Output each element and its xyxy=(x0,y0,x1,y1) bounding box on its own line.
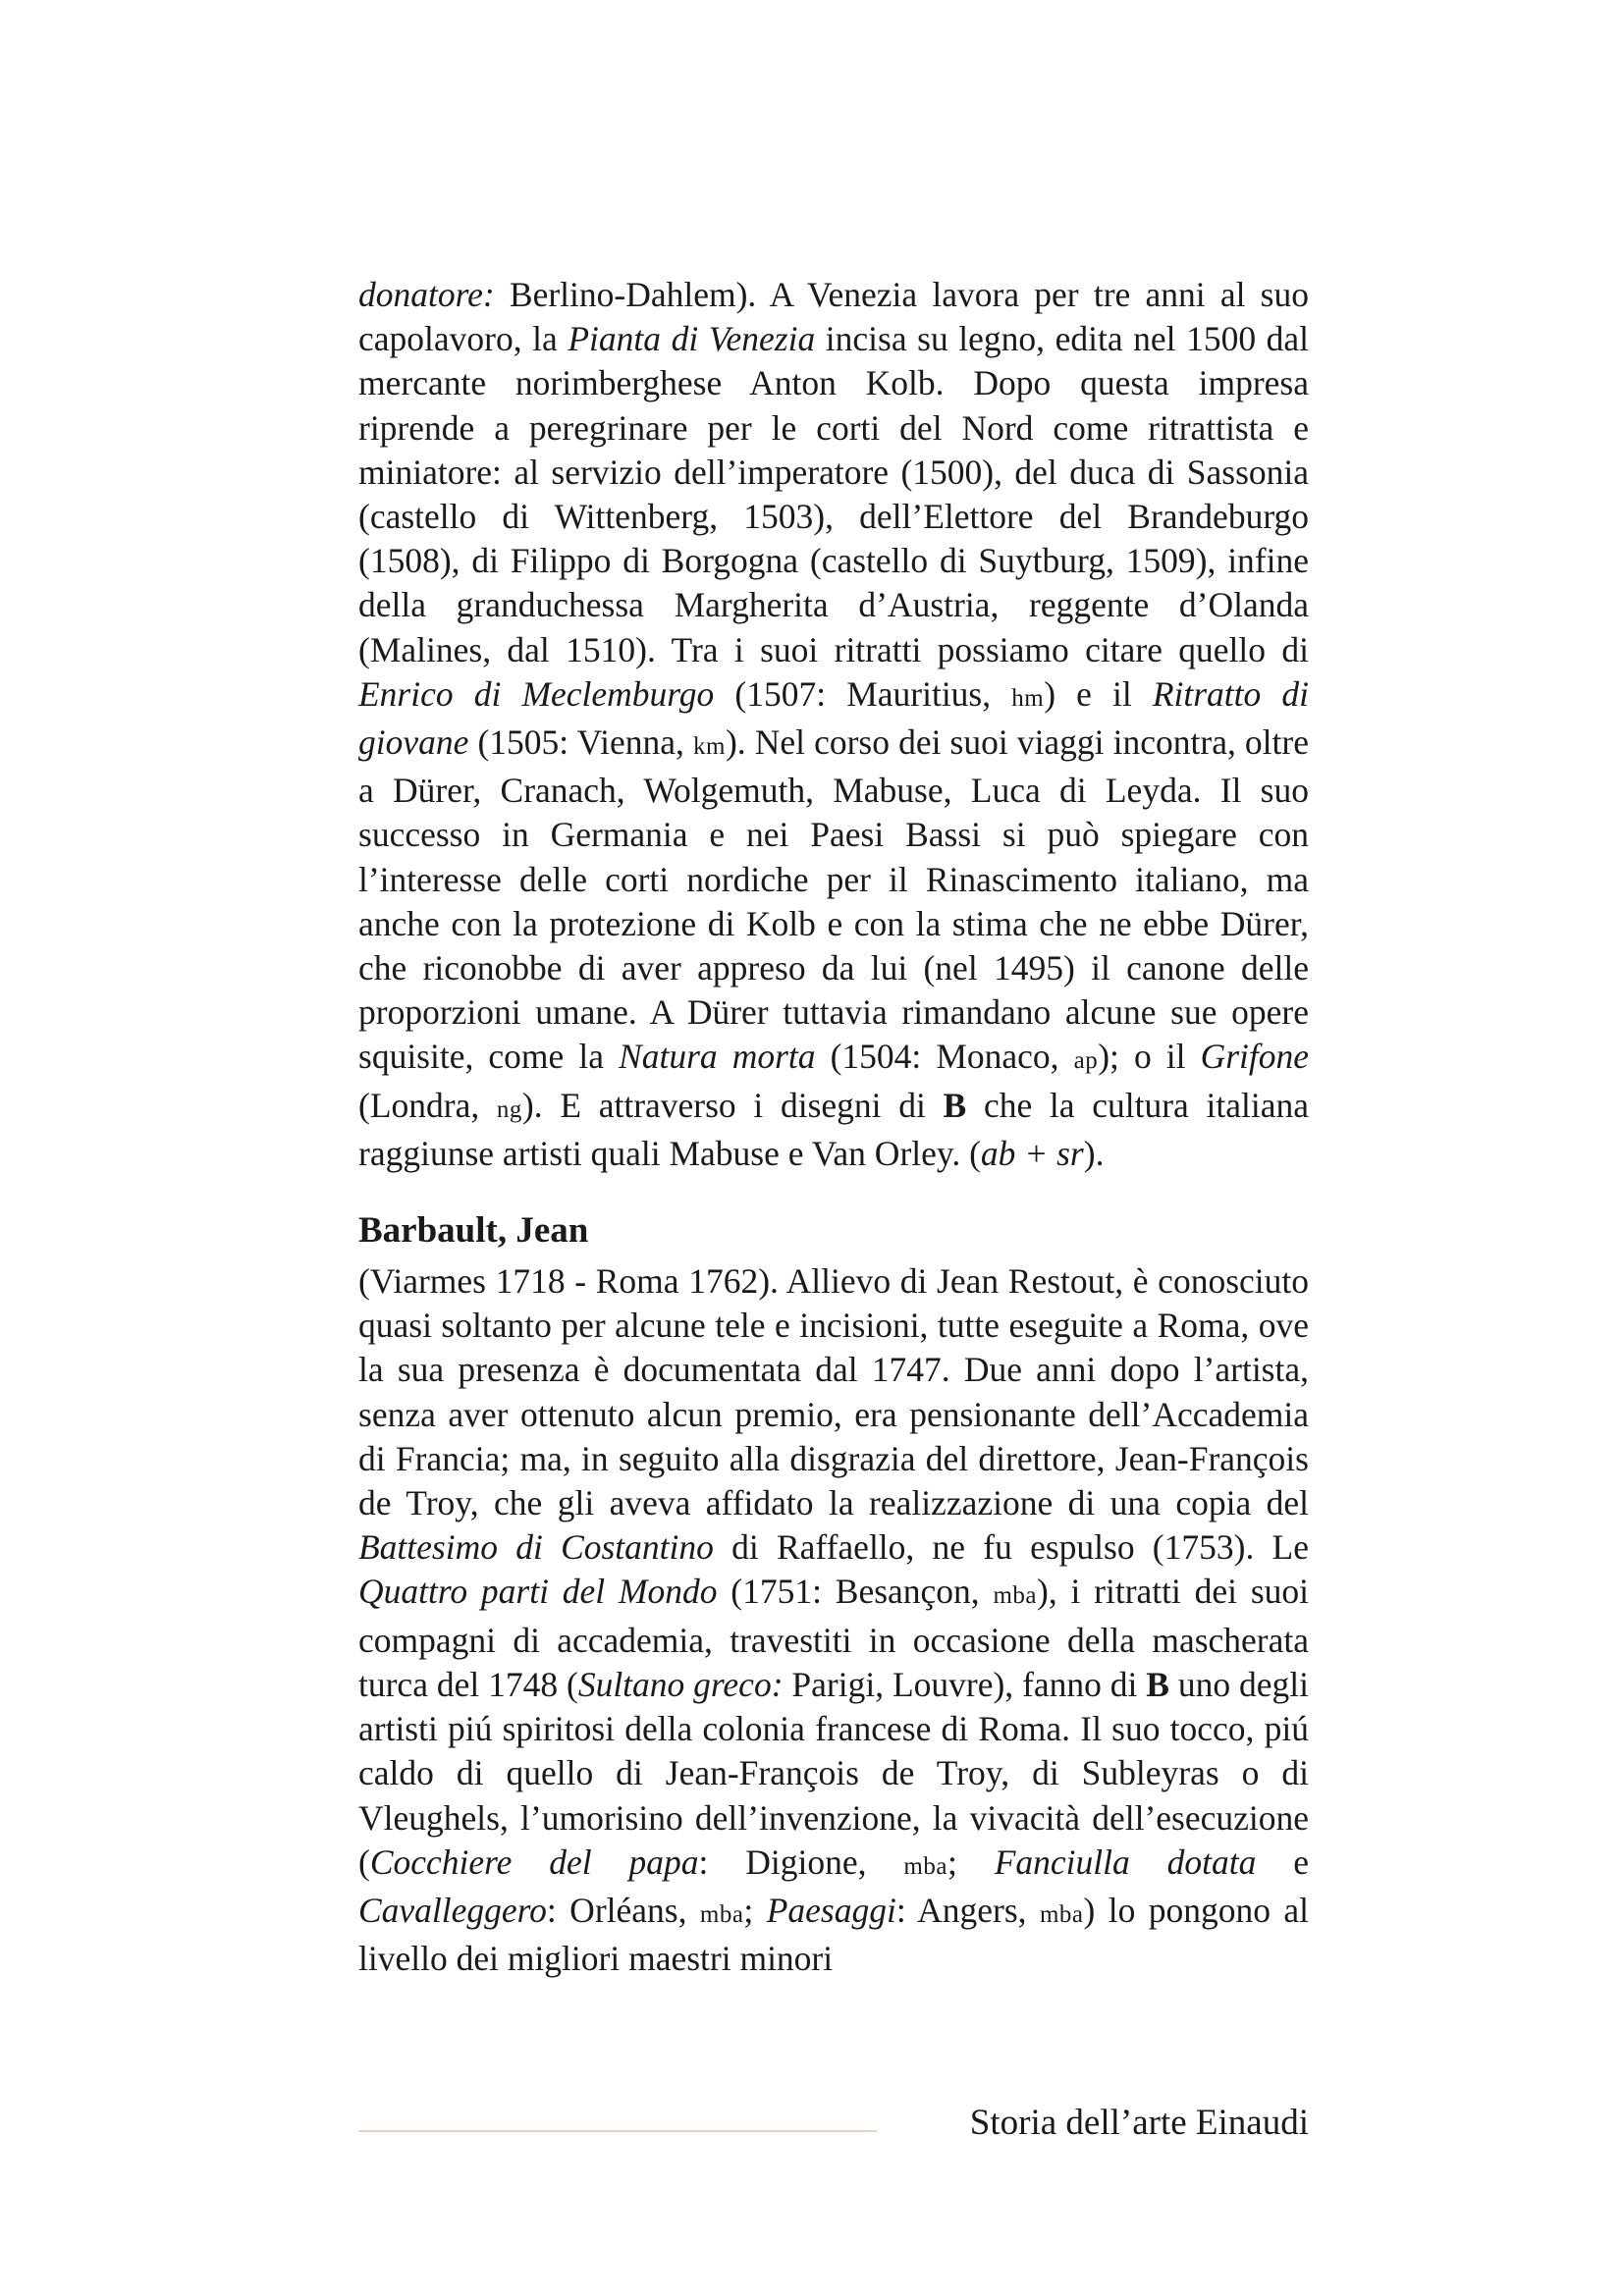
text-run: ) e il xyxy=(1044,673,1153,714)
work-title: Natura morta xyxy=(619,1037,816,1077)
text-run: ; xyxy=(743,1890,767,1930)
work-title: Sultano greco: xyxy=(577,1664,784,1704)
text-run: uno degli artisti piú spiritosi della colonia francese di Roma. Il suo tocco, piú caldo di quello di Jean-François de Troy, di Subleyras o di Vleughels, l’umorisino dell’invenzione, la vivacità dell’esecuzione ( xyxy=(358,1664,1309,1882)
text-run: ); o il xyxy=(1098,1037,1201,1077)
text-run: ). E attraverso i disegni di xyxy=(521,1085,944,1125)
text-run: ) lo pongono al livello dei migliori maestri minori xyxy=(358,1890,1309,1979)
work-title: Battesimo di Costantino xyxy=(358,1527,714,1568)
text-run: ; xyxy=(947,1842,995,1882)
work-title: Grifone xyxy=(1200,1037,1309,1077)
text-run: (1505: Vienna, xyxy=(468,722,693,763)
text-run: : Angers, xyxy=(895,1890,1040,1930)
text-run: incisa su legno, edita nel 1500 dal mercante norimberghese Anton Kolb. Dopo questa impresa riprende a peregrinare per le corti del Nord come ritrattista e miniatore: al servizio dell’imperatore (1500), del duca di Sassonia (castello di Wittenberg, 1503), dell’Elettore del Brandeburgo (1508), di Filippo di Borgogna (castello di Suytburg, 1509), infine della granduchessa Margherita d’Austria, reggente d’Olanda (Malines, dal 1510). Tra i suoi ritratti possiamo citare quello di xyxy=(358,319,1310,669)
museum-abbr: mba xyxy=(993,1582,1037,1610)
text-run: di Raffaello, ne fu espulso (1753). Le xyxy=(713,1527,1309,1568)
page-footer xyxy=(358,2099,1309,2148)
text-run: ). Nel corso dei suoi viaggi incontra, oltre a Dürer, Cranach, Wolgemuth, Mabuse, Luca di Leyda. Il suo successo in Germania e nei Paesi Bassi si può spiegare con l’interesse delle corti nordiche per il Rinascimento italiano, ma anche con la protezione di Kolb e con la stima che ne ebbe Dürer, che riconobbe di aver appreso da lui (nel 1495) il canone delle proporzioni umane. A Dürer tuttavia rimandano alcune sue opere squisite, come la xyxy=(358,722,1309,1077)
work-title: Cocchiere del papa xyxy=(369,1842,699,1882)
text-run: ). xyxy=(1083,1133,1105,1173)
text-run: : Orléans, xyxy=(546,1890,700,1930)
museum-abbr: mba xyxy=(903,1852,947,1880)
museum-abbr: mba xyxy=(699,1900,744,1928)
museum-abbr: hm xyxy=(1011,684,1045,712)
text-column xyxy=(358,273,1309,1981)
entry-paragraph xyxy=(358,1259,1309,1981)
text-run: (Viarmes 1718 - Roma 1762). Allievo di Jean Restout, è conosciuto quasi soltanto per alcune tele e incisioni, tutte eseguite a Roma, ove la sua presenza è documentata dal 1747. Due anni dopo l’artista, senza aver ottenuto alcun premio, era pensionante dell’Accademia di Francia; ma, in seguito alla disgrazia del direttore, Jean-François de Troy, che gli aveva affidato la realizzazione di una copia del xyxy=(358,1261,1309,1523)
text-run: e xyxy=(1256,1842,1309,1882)
entry-title: Barbault, Jean xyxy=(358,1210,589,1252)
text-run: (1507: Mauritius, xyxy=(714,673,1012,714)
artist-initial: B xyxy=(943,1085,967,1125)
footer-rule xyxy=(358,2130,877,2132)
continuation-paragraph xyxy=(358,273,1309,1176)
work-title: Cavalleggero xyxy=(358,1890,547,1930)
text-run: ), i ritratti dei suoi compagni di accademia, travestiti in occasione della mascherata turca del 1748 ( xyxy=(358,1572,1310,1704)
footer-title: Storia dell’arte Einaudi xyxy=(969,2103,1309,2143)
italic-text: donatore: xyxy=(358,275,495,314)
work-title: Enrico di Meclemburgo xyxy=(358,673,715,714)
work-title: Ritratto di giovane xyxy=(358,673,1310,763)
author-initials: ab + sr xyxy=(980,1133,1084,1173)
text-run: Berlino-Dahlem). A Venezia lavora per tre anni al suo capolavoro, la xyxy=(358,275,1309,359)
work-title: Fanciulla dotata xyxy=(994,1842,1257,1882)
work-title: Paesaggi xyxy=(766,1890,896,1930)
museum-abbr: ng xyxy=(496,1095,522,1123)
work-title: Pianta di Venezia xyxy=(568,319,816,359)
text-run: (Londra, xyxy=(358,1085,497,1125)
text-run: (1751: Besançon, xyxy=(717,1572,994,1612)
text-run: Parigi, Louvre), fanno di xyxy=(783,1664,1147,1704)
artist-initial: B xyxy=(1146,1664,1169,1704)
work-title: Quattro parti del Mondo xyxy=(358,1572,718,1612)
text-run: (1504: Monaco, xyxy=(815,1037,1074,1077)
museum-abbr: mba xyxy=(1039,1900,1084,1928)
text-run: : Digione, xyxy=(698,1842,904,1882)
text-run: che la cultura italiana raggiunse artisti quali Mabuse e Van Orley. ( xyxy=(358,1085,1309,1173)
museum-abbr: ap xyxy=(1073,1047,1099,1075)
museum-abbr: km xyxy=(692,733,726,761)
